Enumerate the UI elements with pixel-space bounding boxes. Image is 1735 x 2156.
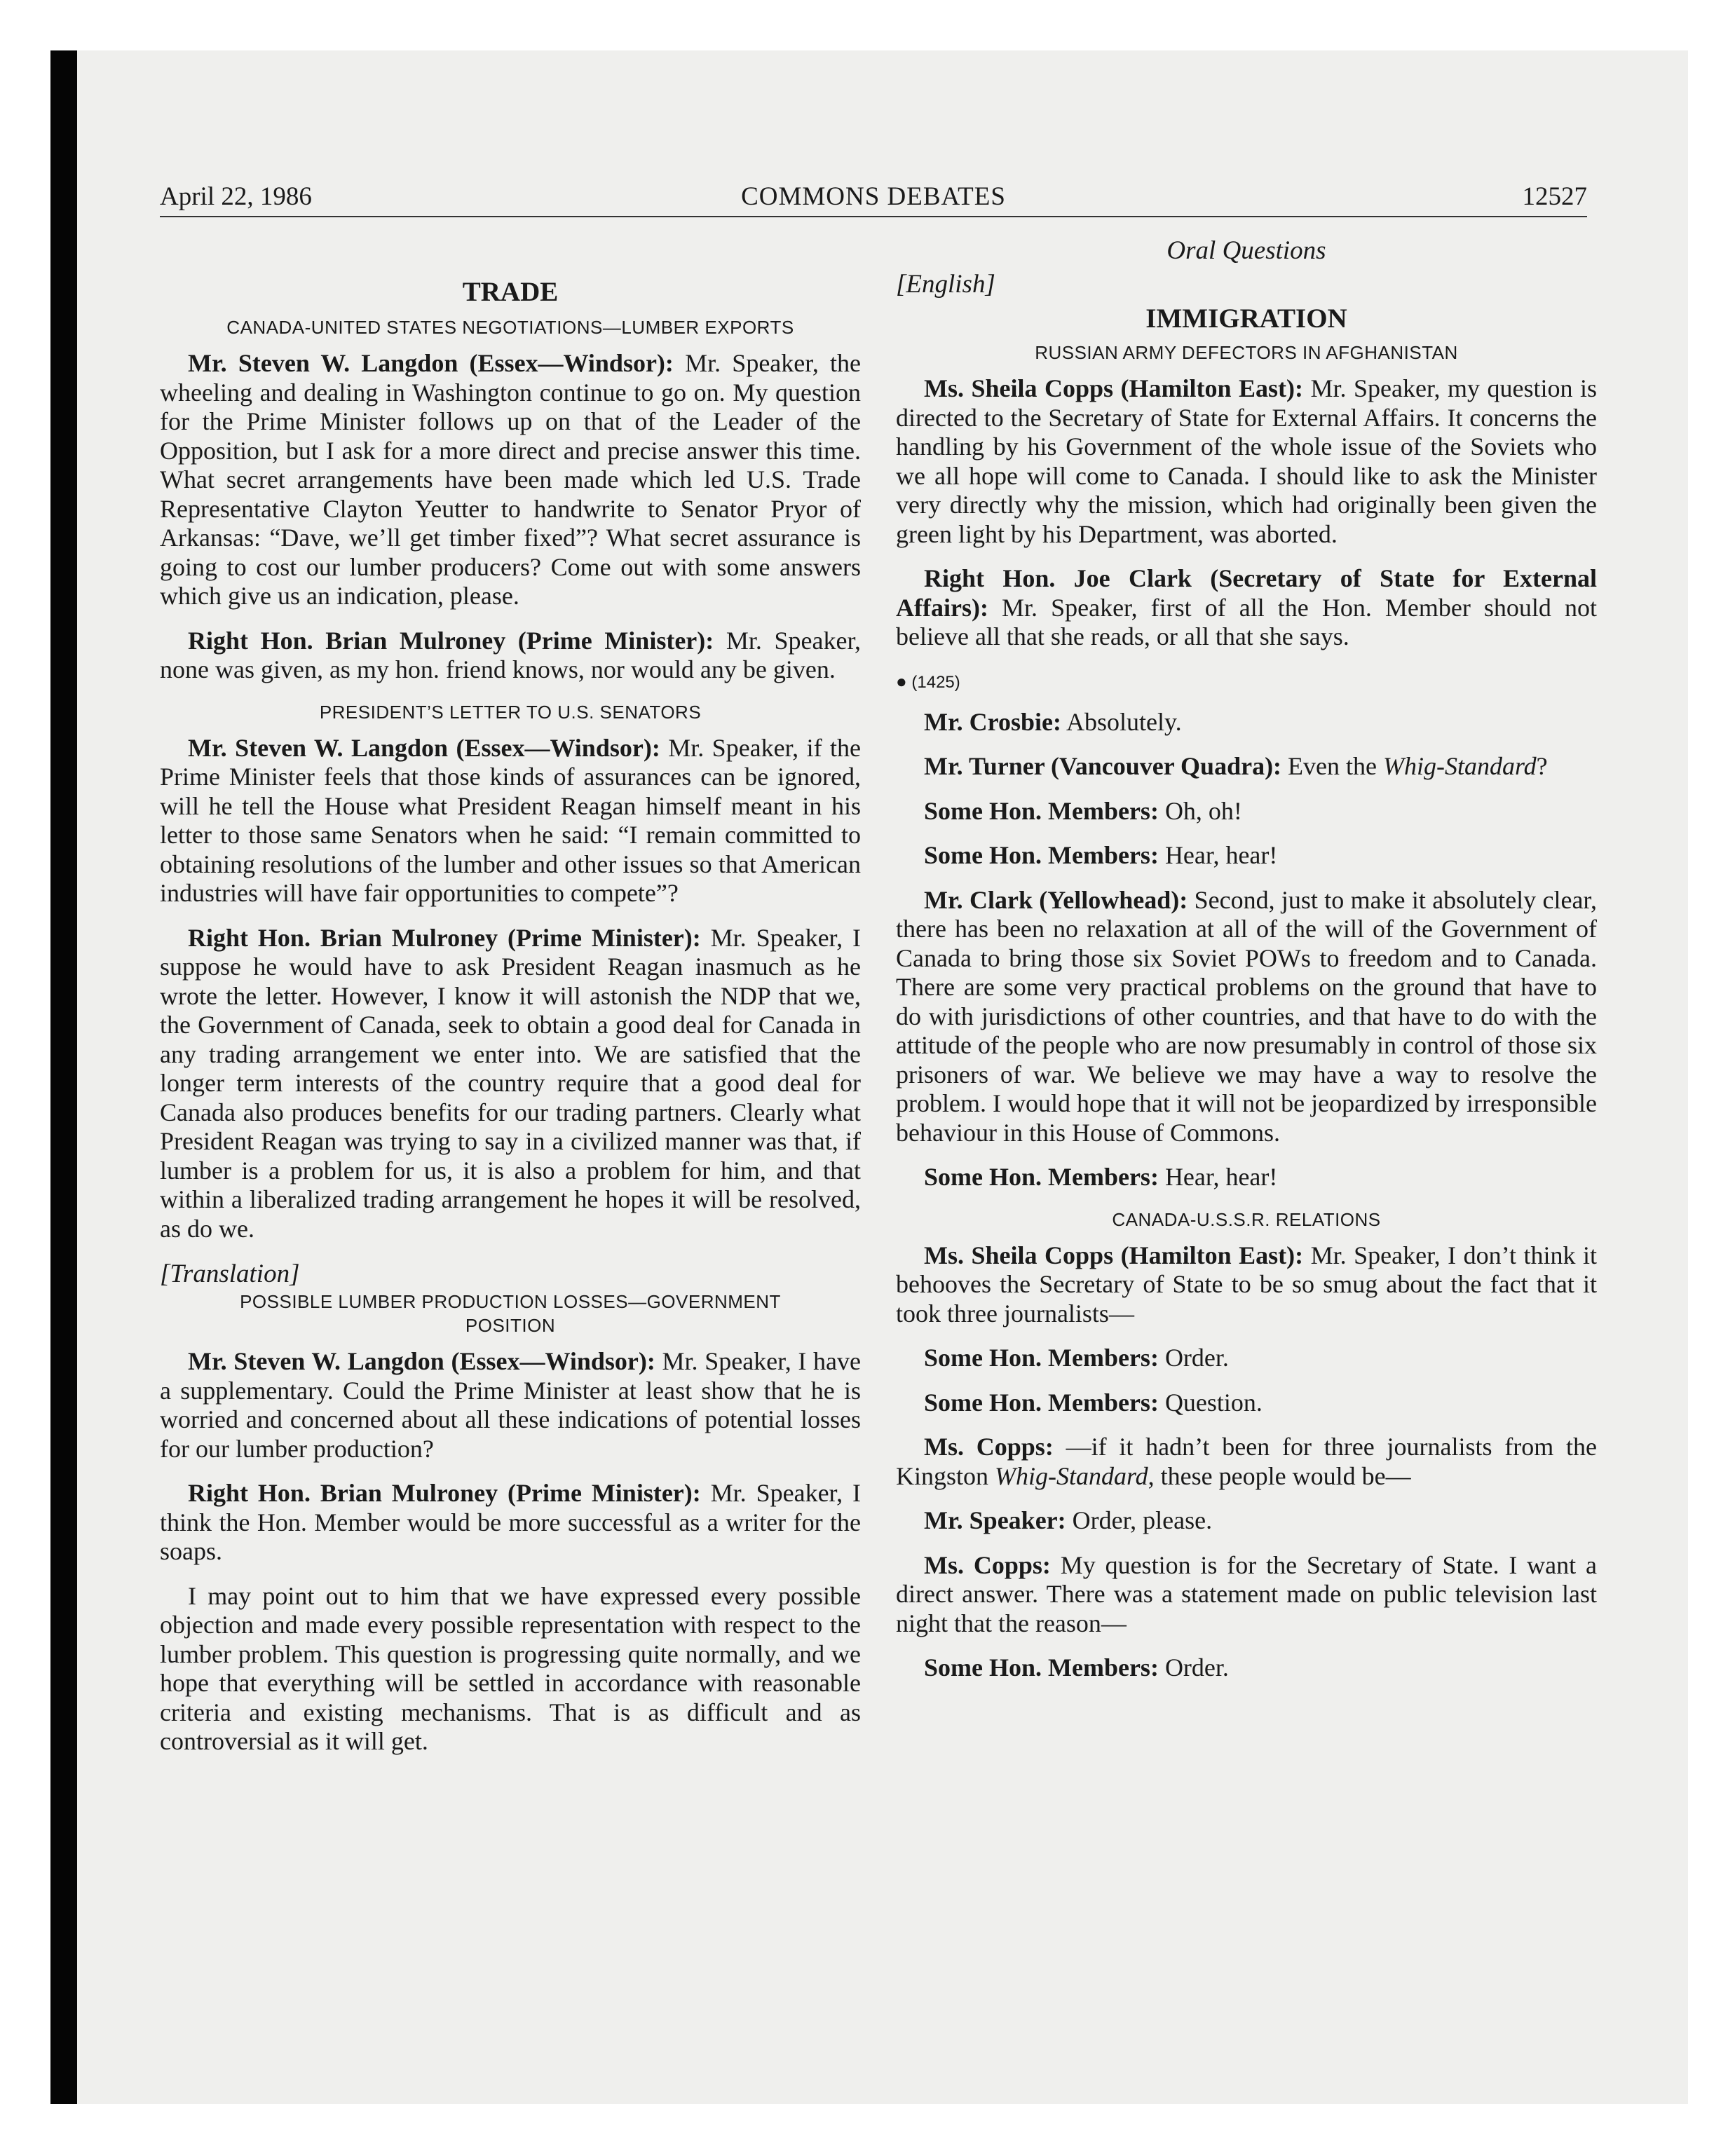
paragraph: Mr. Clark (Yellowhead): Second, just to make it absolutely clear, there has been no relaxation at all of the will of the Government of Canada to bring those six Soviet POWs to freedom and to Canada. There are some very practical problems on the ground that have to do with jurisdictions of other countries, and that have to do with the attitude of the people who are now presumably in control of those six prisoners of war. We believe we may have a way to resolve the problem. I would hope that it will not be jeopardized by irresponsible behaviour in this House of Commons.	[896, 885, 1597, 1147]
speaker-name: Ms. Sheila Copps (Hamilton East):	[924, 1241, 1304, 1269]
speaker-name: Some Hon. Members:	[924, 1344, 1159, 1372]
paragraph: Ms. Sheila Copps (Hamilton East): Mr. Speaker, my question is directed to the Secretary of State for External Affairs. It concerns the handling by his Government of the whole issue of the Soviets who we all hope will come to Canada. I should like to ask the Minister very directly why the mission, which had originally been given the green light by his Department, was aborted.	[896, 374, 1597, 548]
speaker-name: Mr. Steven W. Langdon (Essex—Windsor):	[188, 349, 674, 377]
time-marker: ● (1425)	[896, 670, 960, 692]
paragraph: Mr. Steven W. Langdon (Essex—Windsor): Mr. Speaker, if the Prime Minister feels that those kinds of assurances can be ignored, will he tell the House what President Reagan himself meant in his letter to those same Senators when he said: “I remain committed to obtaining resolutions of the lumber and other issues so that American industries will have fair opportunities to compete”?	[160, 733, 861, 907]
paragraph: Right Hon. Brian Mulroney (Prime Minister): Mr. Speaker, I suppose he would have to ask President Reagan inasmuch as he wrote the letter. However, I know it will astonish the NDP that we, the Government of Canada, seek to obtain a good deal for Canada in any trading arrangement we enter into. We are satisfied that the longer term interests of the country require that a good deal for Canada also produces benefits for our trading partners. Clearly what President Reagan was trying to say in a civilized manner was that, if lumber is a problem for us, it is also a problem for him, and that within a liberalized trading arrangement he hopes it will be resolved, as do we.	[160, 923, 861, 1243]
paragraph: Some Hon. Members: Oh, oh!	[924, 796, 1242, 825]
speaker-name: Some Hon. Members:	[924, 841, 1159, 869]
subheading-lumber-losses: POSSIBLE LUMBER PRODUCTION LOSSES—GOVERNMENT POSITION	[240, 1291, 781, 1336]
speaker-name: Mr. Crosbie:	[924, 707, 1061, 736]
paragraph: Some Hon. Members: Hear, hear!	[924, 841, 1278, 869]
paragraph: Right Hon. Brian Mulroney (Prime Minister): Mr. Speaker, none was given, as my hon. friend knows, nor would any be given.	[160, 626, 861, 683]
paragraph: Some Hon. Members: Order.	[924, 1653, 1229, 1681]
left-column	[160, 236, 861, 1772]
language-marker: [Translation]	[160, 1260, 300, 1288]
speaker-name: Right Hon. Joe Clark (Secretary of State for External Affairs):	[896, 564, 1597, 622]
speaker-name: Ms. Sheila Copps (Hamilton East):	[924, 374, 1304, 402]
section-heading-trade: TRADE	[462, 277, 559, 307]
speaker-name: Some Hon. Members:	[924, 1653, 1159, 1681]
speaker-name: Mr. Steven W. Langdon (Essex—Windsor):	[188, 733, 660, 762]
paragraph: Some Hon. Members: Question.	[924, 1388, 1263, 1417]
speaker-name: Right Hon. Brian Mulroney (Prime Minister):	[188, 923, 701, 952]
subheading-canada-ussr: CANADA-U.S.S.R. RELATIONS	[1112, 1208, 1381, 1230]
header-title: COMMONS DEBATES	[741, 182, 1006, 211]
paragraph: Mr. Speaker: Order, please.	[924, 1506, 1213, 1534]
subheading-russian-defectors: RUSSIAN ARMY DEFECTORS IN AFGHANISTAN	[1035, 342, 1458, 363]
speaker-name: Mr. Clark (Yellowhead):	[924, 885, 1188, 914]
binding-edge	[50, 50, 77, 2104]
paragraph: Mr. Crosbie: Absolutely.	[924, 707, 1182, 736]
paragraph: Ms. Sheila Copps (Hamilton East): Mr. Speaker, I don’t think it behooves the Secretary of State to be so smug about the fact that it took three journalists—	[896, 1241, 1598, 1328]
paragraph: Mr. Steven W. Langdon (Essex—Windsor): Mr. Speaker, the wheeling and dealing in Washington continue to go on. My question for the Prime Minister follows up on that of the Leader of the Opposition, but I ask for a more direct and precise answer this time. What secret arrangements have been made which led U.S. Trade Representative Clayton Yeutter to handwrite to Senator Pryor of Arkansas: “Dave, we’ll get timber fixed”? What secret assurance is going to cost our lumber producers? Come out with some answers which give us an indication, please.	[160, 349, 861, 610]
page-header	[160, 179, 1587, 217]
bullet-icon: ●	[896, 670, 907, 692]
speaker-name: Right Hon. Brian Mulroney (Prime Minister):	[188, 626, 714, 655]
header-date: April 22, 1986	[160, 182, 312, 211]
speaker-name: Some Hon. Members:	[924, 1163, 1159, 1191]
subheading-presidents-letter: PRESIDENT’S LETTER TO U.S. SENATORS	[319, 701, 702, 723]
speaker-name: Ms. Copps:	[924, 1550, 1051, 1579]
speaker-name: Mr. Speaker:	[924, 1506, 1066, 1534]
subheading-lumber-exports: CANADA-UNITED STATES NEGOTIATIONS—LUMBER EXPORTS	[226, 317, 794, 338]
speaker-name: Right Hon. Brian Mulroney (Prime Minister):	[188, 1479, 701, 1507]
paragraph: Some Hon. Members: Order.	[924, 1344, 1229, 1372]
speaker-name: Some Hon. Members:	[924, 1388, 1159, 1417]
speaker-name: Mr. Turner (Vancouver Quadra):	[924, 752, 1282, 780]
paragraph: Mr. Turner (Vancouver Quadra): Even the Whig-Standard?	[924, 752, 1548, 780]
right-column	[896, 236, 1597, 1698]
speaker-name: Ms. Copps:	[924, 1433, 1054, 1461]
paragraph: Ms. Copps: My question is for the Secretary of State. I want a direct answer. There was a statement made on public television last night that the reason—	[896, 1550, 1597, 1637]
speaker-name: Some Hon. Members:	[924, 796, 1159, 825]
paragraph: Right Hon. Brian Mulroney (Prime Minister): Mr. Speaker, I think the Hon. Member would be more successful as a writer for the soaps.	[160, 1479, 861, 1565]
speaker-name: Mr. Steven W. Langdon (Essex—Windsor):	[188, 1347, 655, 1375]
language-marker: [English]	[896, 270, 995, 299]
paragraph: Some Hon. Members: Hear, hear!	[924, 1163, 1278, 1191]
paragraph: Mr. Steven W. Langdon (Essex—Windsor): Mr. Speaker, I have a supplementary. Could the Prime Minister at least show that he is worried and concerned about all these indications of potential losses for our lumber production?	[160, 1347, 861, 1463]
paragraph: Right Hon. Joe Clark (Secretary of State for External Affairs): Mr. Speaker, first of all the Hon. Member should not believe all that she reads, or all that she says.	[896, 564, 1597, 650]
section-heading-immigration: IMMIGRATION	[1145, 303, 1347, 334]
paragraph: I may point out to him that we have expressed every possible objection and made every possible representation with respect to the lumber problem. This question is progressing quite normally, and we hope that everything will be settled in accordance with reasonable criteria and existing mechanisms. That is as difficult and as controversial as it will get.	[160, 1581, 861, 1755]
running-head: Oral Questions	[1166, 236, 1326, 265]
paragraph: Ms. Copps: —if it hadn’t been for three journalists from the Kingston Whig-Standard, these people would be—	[896, 1433, 1597, 1490]
page-number: 12527	[1522, 182, 1587, 211]
